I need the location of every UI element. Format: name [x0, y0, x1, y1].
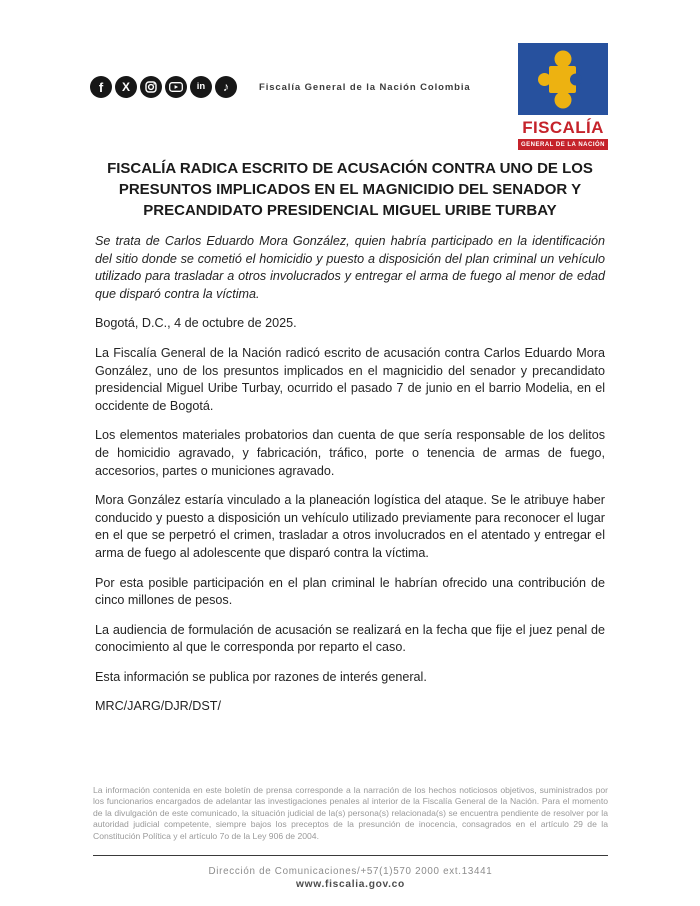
brand-text: Fiscalía General de la Nación Colombia	[259, 81, 471, 93]
header-left	[90, 76, 471, 98]
paragraph-4: Por esta posible participación en el plan criminal le habrían ofrecido una contribución de cinco millones de pesos.	[95, 575, 605, 608]
paragraph-2: Los elementos materiales probatorios dan cuenta de que sería responsable de los delitos de homicidio agravado, y fabricación, tráfico, porte o tenencia de armas de fuego, accesorios, partes o municiones agravado.	[95, 428, 605, 478]
facebook-icon[interactable]: f	[90, 76, 112, 98]
puzzle-piece-icon	[518, 43, 608, 115]
dateline: Bogotá, D.C., 4 de octubre de 2025.	[95, 316, 297, 331]
header	[0, 0, 700, 150]
paragraph-3: Mora González estaría vinculado a la planeación logística del ataque. Se le atribuye haber conducido y puesto a disposición un vehículo utilizado previamente para reconocer el lugar en el que se perpetró el crimen, trasladar a otros involucrados en el atentado y entregar el arma de fuego al adolescente que disparó contra la víctima.	[95, 493, 605, 560]
linkedin-icon[interactable]: in	[190, 76, 212, 98]
bottom-block	[93, 785, 608, 890]
instagram-icon[interactable]	[140, 76, 162, 98]
legal-disclaimer: La información contenida en este boletín de prensa corresponde a la narración de los hechos noticiosos objetivos, suministrados por los funcionarios encargados de adelantar las investigaciones penales al interior de la Fiscalía General de la Nación. Para el momento de la divulgación de este comunicado, la situación judicial de la(s) persona(s) relacionada(s) se encuentra pendiente de resolver por la autoridad judicial competente, siempre bajos los preceptos de la presunción de inocencia, consagrados en el artículo 29 de la Constitución Política y el artículo 7o de la Ley 906 de 2004.	[93, 784, 608, 841]
logo-subtitle-bar: GENERAL DE LA NACIÓN	[518, 139, 608, 150]
logo-blue-square	[518, 43, 608, 115]
footer-contact-line: Dirección de Comunicaciones/+57(1)570 2000 ext.13441	[208, 866, 493, 877]
footer-divider	[93, 855, 608, 856]
paragraph-6: Esta información se publica por razones de interés general.	[95, 669, 427, 684]
release-title: FISCALÍA RADICA ESCRITO DE ACUSACIÓN CONTRA UNO DE LOS PRESUNTOS IMPLICADOS EN EL MAGNICIDIO DEL SENADOR Y PRECANDIDATO PRESIDENCIAL MIGUEL URIBE TURBAY	[107, 160, 593, 219]
tiktok-icon[interactable]: ♪	[215, 76, 237, 98]
social-icons-row	[90, 76, 237, 98]
signature-codes: MRC/JARG/DJR/DST/	[95, 699, 221, 714]
paragraph-5: La audiencia de formulación de acusación se realizará en la fecha que fije el juez penal de conocimiento al que le corresponda por reparto el caso.	[95, 622, 605, 655]
lead-paragraph: Se trata de Carlos Eduardo Mora González, quien habría participado en la identificación del sitio donde se cometió el homicidio y puesto a disposición del plan criminal un vehículo utilizado para trasladar a otros involucrados y entregar el arma de fuego al menor de edad que disparó contra la víctima.	[95, 234, 605, 301]
x-icon[interactable]: X	[115, 76, 137, 98]
release-body	[0, 158, 700, 716]
footer-website-link[interactable]: www.fiscalia.gov.co	[296, 879, 405, 890]
paragraph-1: La Fiscalía General de la Nación radicó escrito de acusación contra Carlos Eduardo Mora González, uno de los presuntos implicados en el magnicidio del senador y precandidato presidencial Miguel Uribe Turbay, ocurrido el pasado 7 de junio en el barrio Modelia, en el occidente de Bogotá.	[95, 345, 605, 413]
youtube-icon[interactable]	[165, 76, 187, 98]
logo-wordmark: FISCALÍA	[522, 118, 604, 137]
fiscalia-logo	[518, 43, 608, 150]
